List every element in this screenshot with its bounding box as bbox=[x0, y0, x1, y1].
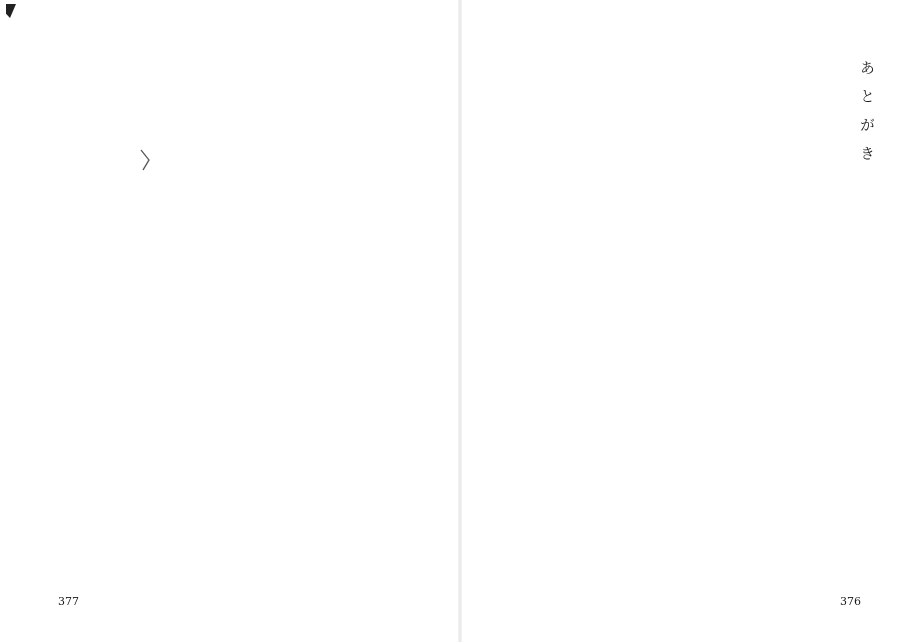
right-page bbox=[460, 0, 920, 642]
right-page-body bbox=[515, 40, 825, 570]
scan-mark bbox=[6, 4, 16, 18]
page-number-right: 376 bbox=[840, 595, 861, 608]
page-number-left: 377 bbox=[58, 595, 79, 608]
left-page-body bbox=[75, 40, 405, 570]
afterword-heading: あとがき bbox=[858, 60, 876, 174]
